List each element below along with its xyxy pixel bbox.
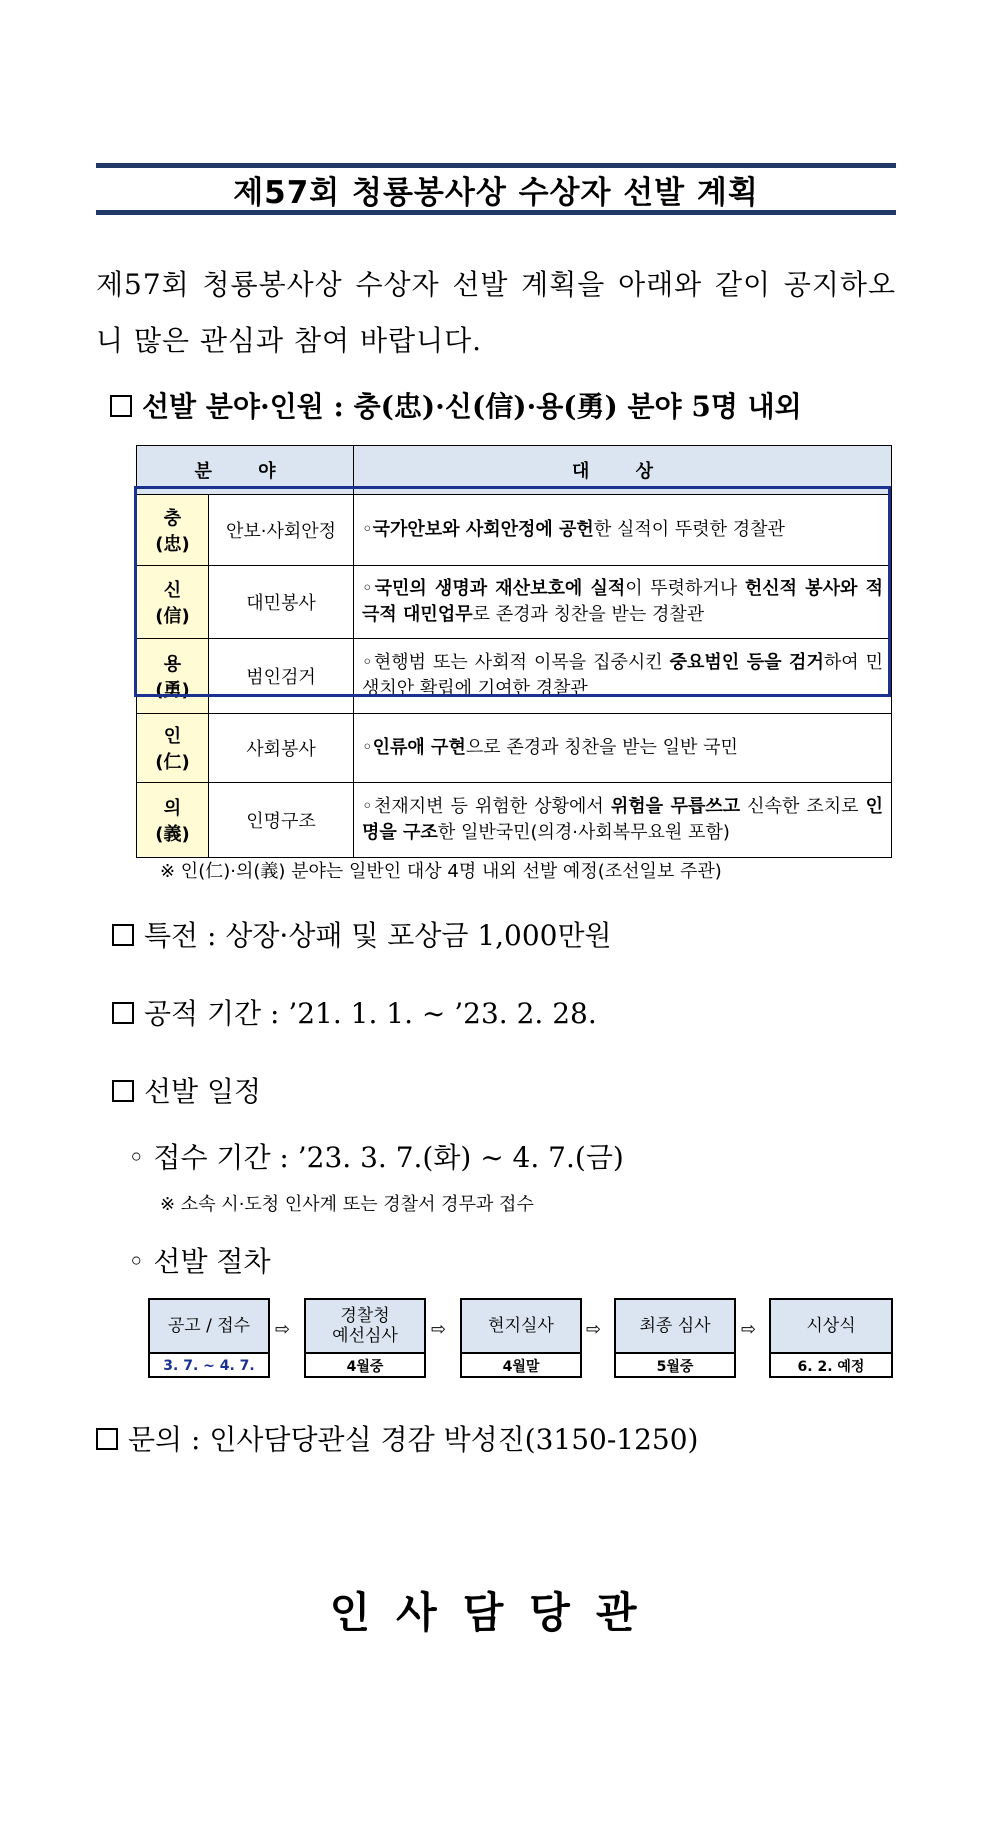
- header-target: 대 상: [354, 446, 892, 495]
- intro-paragraph: 제57회 청룡봉사상 수상자 선발 계획을 아래와 같이 공지하오니 많은 관심과 참여 바랍니다.: [96, 268, 896, 357]
- category-cell: 용 (勇): [137, 639, 209, 714]
- subfield-cell: 인명구조: [209, 783, 354, 858]
- table-row: [137, 495, 892, 566]
- desc-text: 하여 민생치안 확립에 기여한 경찰관: [362, 652, 883, 699]
- desc-text: 현행범 또는 사회적 이목을 집중시킨: [373, 652, 670, 673]
- fields-table: [136, 445, 892, 858]
- desc-bold: 인류애 구현: [372, 737, 466, 758]
- arrow-right-icon: ⇨: [741, 1319, 757, 1340]
- section-period: [112, 992, 597, 1032]
- subfield-cell: 범인검거: [209, 639, 354, 714]
- arrow-right-icon: ⇨: [586, 1319, 602, 1340]
- table-header-row: [137, 446, 892, 495]
- checkbox-square-icon: [112, 1080, 134, 1102]
- desc-text: 한 실적이 뚜렷한 경찰관: [593, 519, 785, 540]
- category-cell: 충 (忠): [137, 495, 209, 566]
- desc-text: 한 일반국민(의경·사회복무요원 포함): [437, 822, 730, 843]
- desc-text: 천재지변 등 위험한 상황에서: [373, 796, 611, 817]
- description-cell: [354, 783, 892, 858]
- flow-step-label: 경찰청 예선심사: [306, 1300, 424, 1354]
- section-contact-text: 문의 : 인사담당관실 경감 박성진(3150-1250): [128, 1423, 699, 1456]
- bullet-icon: ◦: [362, 737, 373, 758]
- flow-step-label: 공고 / 접수: [150, 1300, 268, 1354]
- section-fields-text: 선발 분야·인원 : 충(忠)·신(信)·용(勇) 분야 5명 내외: [142, 390, 802, 423]
- bullet-icon: ◦: [362, 796, 374, 817]
- flow-step-date: 5월중: [656, 1358, 694, 1375]
- table-row: [137, 714, 892, 783]
- flow-step-preliminary: [304, 1298, 426, 1378]
- desc-bold: 국민의 생명과 재산보호에 실적: [374, 578, 626, 599]
- bullet-icon: ◦: [362, 578, 375, 599]
- category-cell: 신 (信): [137, 566, 209, 639]
- header-field: 분 야: [137, 446, 354, 495]
- category-cell: 의 (義): [137, 783, 209, 858]
- desc-bold: 인명을 구조: [362, 796, 883, 843]
- subfield-cell: 대민봉사: [209, 566, 354, 639]
- flow-step-label: 현지실사: [462, 1300, 580, 1354]
- flow-step-label: 최종 심사: [616, 1300, 734, 1354]
- flow-step-date: 6. 2. 예정: [797, 1358, 865, 1375]
- desc-bold: 헌신적 봉사와 적극적 대민업무: [362, 578, 883, 625]
- section-schedule: [112, 1070, 261, 1110]
- checkbox-square-icon: [112, 1002, 134, 1024]
- procedure-heading: ◦ 선발 절차: [128, 1245, 271, 1278]
- bullet-icon: ◦: [362, 652, 374, 673]
- receipt-note: ※ 소속 시·도청 인사계 또는 경찰서 경무과 접수: [160, 1194, 534, 1215]
- issuing-office: 인사담당관: [329, 1588, 663, 1637]
- desc-text: 신속한 조치로: [740, 796, 866, 817]
- description-cell: [354, 566, 892, 639]
- section-prize: [112, 914, 612, 954]
- section-fields: [110, 385, 802, 425]
- subfield-cell: 안보·사회안정: [209, 495, 354, 566]
- flow-step-final-review: [614, 1298, 736, 1378]
- document-title-bar: [96, 163, 896, 215]
- description-cell: [354, 714, 892, 783]
- arrow-right-icon: ⇨: [275, 1319, 291, 1340]
- arrow-right-icon: ⇨: [431, 1319, 447, 1340]
- section-prize-text: 특전 : 상장·상패 및 포상금 1,000만원: [144, 919, 612, 952]
- checkbox-square-icon: [96, 1428, 118, 1450]
- table-row: [137, 783, 892, 858]
- flow-step-date: 3. 7. ~ 4. 7.: [163, 1357, 255, 1374]
- section-period-text: 공적 기간 : ’21. 1. 1. ∼ ’23. 2. 28.: [144, 997, 597, 1030]
- flow-step-label: 시상식: [771, 1300, 891, 1354]
- desc-bold: 중요범인 등을 검거: [669, 652, 824, 673]
- receipt-period: ◦ 접수 기간 : ’23. 3. 7.(화) ∼ 4. 7.(금): [128, 1141, 624, 1174]
- table-row: [137, 566, 892, 639]
- checkbox-square-icon: [110, 395, 132, 417]
- desc-text: 로 존경과 칭찬을 받는 경찰관: [472, 604, 705, 625]
- section-schedule-text: 선발 일정: [144, 1075, 262, 1108]
- flow-step-date: 4월말: [502, 1358, 540, 1375]
- description-cell: [354, 495, 892, 566]
- checkbox-square-icon: [112, 924, 134, 946]
- description-cell: [354, 639, 892, 714]
- section-contact: [96, 1418, 699, 1458]
- desc-bold: 국가안보와 사회안정에 공헌: [372, 519, 594, 540]
- flow-step-date: 4월중: [346, 1358, 384, 1375]
- subfield-cell: 사회봉사: [209, 714, 354, 783]
- flow-step-announcement: [148, 1298, 270, 1378]
- table-note: ※ 인(仁)·의(義) 분야는 일반인 대상 4명 내외 선발 예정(조선일보 주관): [160, 861, 722, 882]
- category-cell: 인 (仁): [137, 714, 209, 783]
- desc-text: 이 뚜렷하거나: [625, 578, 745, 599]
- flow-step-ceremony: [769, 1298, 893, 1378]
- desc-bold: 위험을 무릅쓰고: [610, 796, 741, 817]
- table-row: [137, 639, 892, 714]
- document-title: 제57회 청룡봉사상 수상자 선발 계획: [233, 174, 759, 211]
- flow-step-inspection: [460, 1298, 582, 1378]
- desc-text: 으로 존경과 칭찬을 받는 일반 국민: [465, 737, 738, 758]
- bullet-icon: ◦: [362, 519, 373, 540]
